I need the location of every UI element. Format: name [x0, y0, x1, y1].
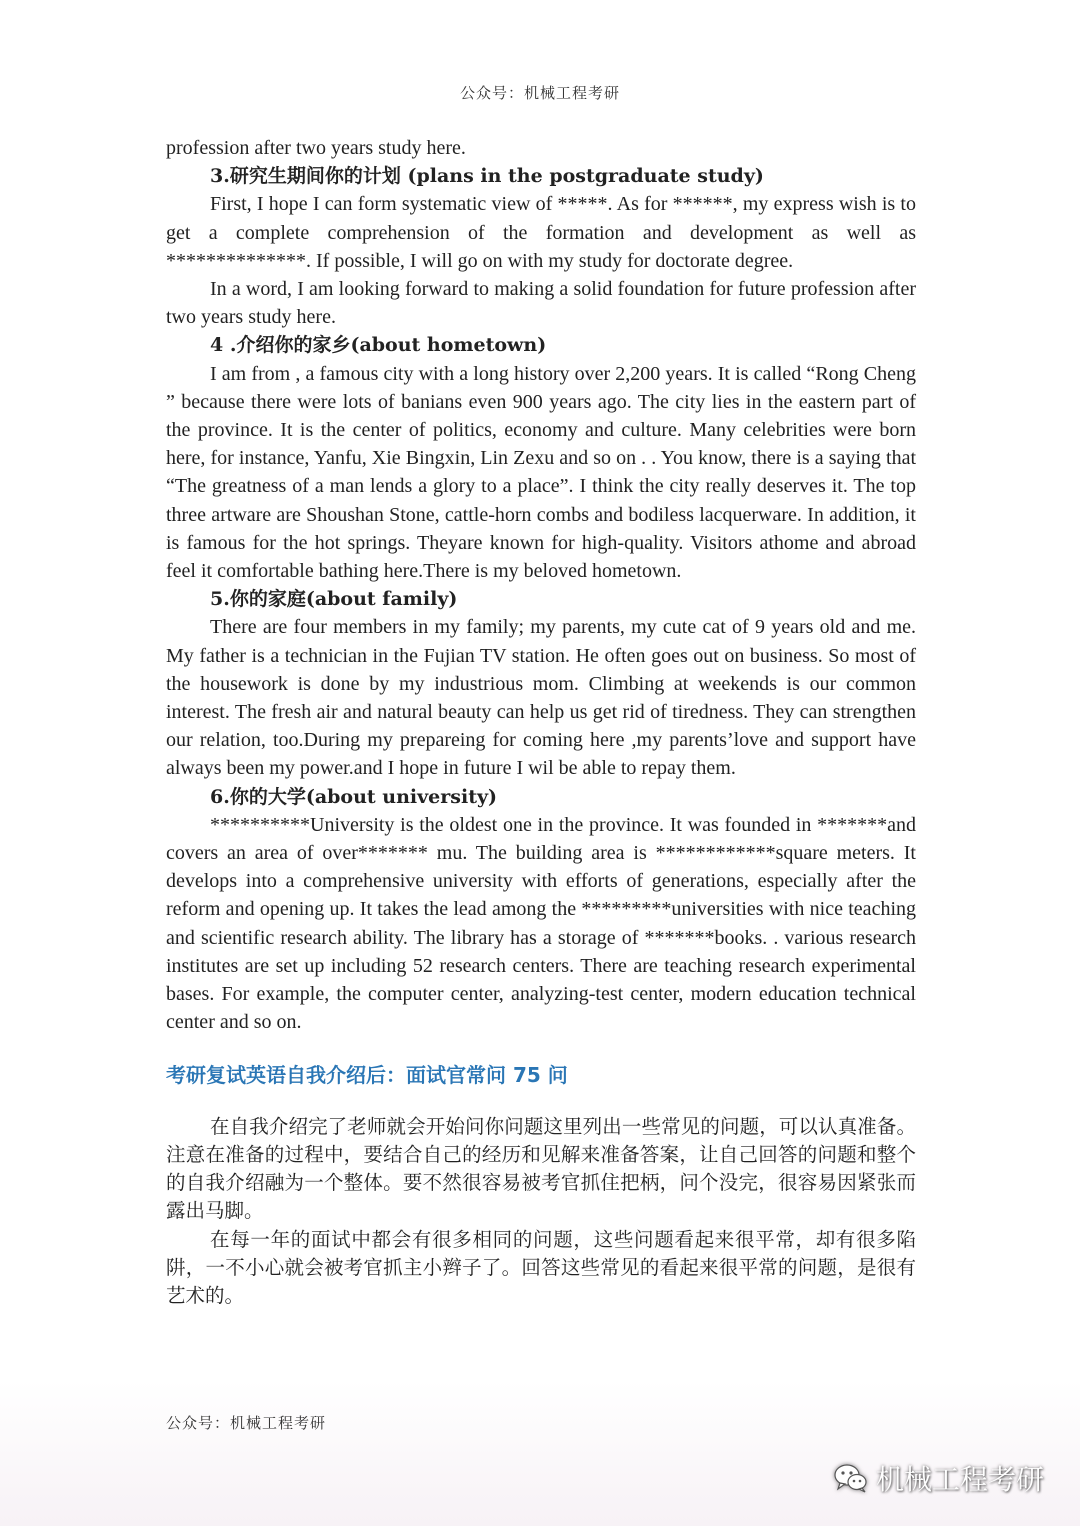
- section-heading: 5.你的家庭(about family): [210, 588, 458, 611]
- section-heading: 6.你的大学(about university): [210, 785, 498, 808]
- page-header: 公众号：机械工程考研: [459, 84, 620, 102]
- paragraph: In a word, I am looking forward to making a solid foundation for future profession after two years study here.: [166, 278, 916, 329]
- paragraph: There are four members in my family; my parents, my cute cat of 9 years old and me. My father is a technician in the Fujian TV station. He often goes out on business. So most of the housework is done by my industrious mom. Climbing at weekends is our common interest. The fresh air and natural beauty can help us get rid of tiredness. They can strengthen our relation, too.During my prepareing for coming here ,my parents’love and support have always been my power.and I hope in future I wil be able to repay them.: [166, 616, 916, 780]
- page-footer: 公众号：机械工程考研: [166, 1414, 327, 1432]
- document-body: [166, 134, 916, 1310]
- cn-paragraph: 在每一年的面试中都会有很多相同的问题，这些问题看起来很平常，却有很多陷阱，一不小心就会被考官抓主小辫子了。回答这些常见的看起来很平常的问题，是很有艺术的。: [166, 1227, 916, 1307]
- paragraph: profession after two years study here.: [166, 137, 466, 159]
- cn-paragraph: 在自我介绍完了老师就会开始问你问题这里列出一些常见的问题，可以认真准备。注意在准备的过程中，要结合自己的经历和见解来准备答案，让自己回答的问题和整个的自我介绍融为一个整体。要不然很容易被考官抓住把柄，问个没完，很容易因紧张而露出马脚。: [166, 1114, 916, 1223]
- brand-label: 机械工程考研: [875, 1463, 1044, 1496]
- wechat-icon: [834, 1463, 868, 1493]
- paragraph: **********University is the oldest one in the province. It was founded in *******and covers an area of over******* mu. The building area is ************square meters. It develops into a comprehensive university with efforts of generations, especially after the reform and opening up. It takes the lead among the *********universities with nice teaching and scientific research ability. The library has a storage of *******books. . various research institutes are set up including 52 research centers. There are teaching research experimental bases. For example, the computer center, analyzing-test center, modern education technical center and so on.: [166, 813, 916, 1034]
- section-heading: 3.研究生期间你的计划 (plans in the postgraduate study): [210, 165, 764, 188]
- paragraph: I am from , a famous city with a long history over 2,200 years. It is called “Rong Cheng ” because there were lots of banians even 900 years ago. The city lies in the eastern part of the province. It is the center of politics, economy and culture. Many celebrities were born here, for instance, Yanfu, Xie Bingxin, Lin Zexu and so on . . You know, there is a saying that “The greatness of a man lends a glory to a place”. I think the city really deserves it. The top three artware are Shoushan Stone, cattle-horn combs and bodiless lacquerware. In addition, it is famous for the hot springs. Theyare known for high-quality. Visitors athome and abroad feel it comfortable bathing here.There is my beloved hometown.: [166, 362, 916, 583]
- paragraph: First, I hope I can form systematic view of *****. As for ******, my express wish is to get a complete comprehension of the formation and development as well as **************. If possible, I will go on with my study for doctorate degree.: [166, 193, 916, 272]
- brand-watermark: [834, 1458, 1044, 1498]
- section-heading: 4 .介绍你的家乡(about hometown): [210, 334, 547, 357]
- bottom-band: [0, 1380, 1080, 1526]
- section-title: 考研复试英语自我介绍后：面试官常问 75 问: [166, 1062, 568, 1087]
